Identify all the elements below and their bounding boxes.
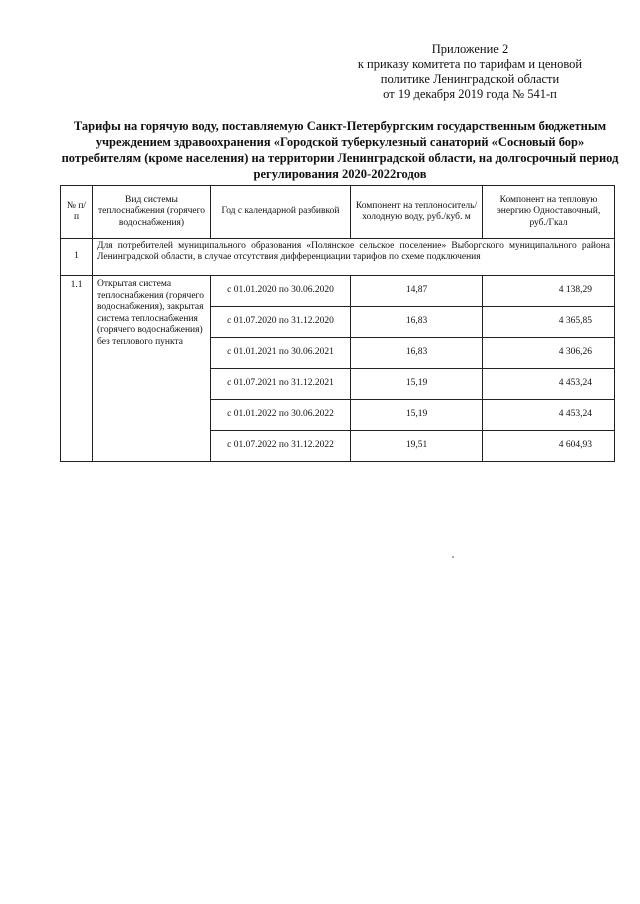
- row-period: с 01.01.2021 по 30.06.2021: [211, 338, 351, 369]
- row-energy-value: 4 453,24: [483, 400, 615, 431]
- row-num: 1.1: [61, 276, 93, 462]
- row-carrier-value: 14,87: [351, 276, 483, 307]
- row-period: с 01.07.2022 по 31.12.2022: [211, 431, 351, 462]
- document-title: Тарифы на горячую воду, поставляемую Санкт-Петербургским государственным бюджетным учреждением здравоохранения «Городской туберкулезный санаторий «Сосновый бор» потребителям (кроме населения) на территории Ленинградской области, на долгосрочный период регулирования 2020-2022годов: [61, 119, 619, 181]
- row-carrier-value: 19,51: [351, 431, 483, 462]
- appendix-block: [330, 42, 610, 102]
- header-system: Вид системы теплоснабжения (горячего водоснабжения): [93, 186, 211, 239]
- appendix-line-2: к приказу комитета по тарифам и ценовой: [357, 57, 583, 71]
- row-period: с 01.01.2022 по 30.06.2022: [211, 400, 351, 431]
- header-num: № п/п: [61, 186, 93, 239]
- header-energy: Компонент на тепловую энергию Одноставочный, руб./Гкал: [483, 186, 615, 239]
- row-energy-value: 4 138,29: [483, 276, 615, 307]
- header-period: Год с календарной разбивкой: [211, 186, 351, 239]
- appendix-line-3: политике Ленинградской области: [380, 72, 560, 86]
- row-energy-value: 4 453,24: [483, 369, 615, 400]
- row-system-type: Открытая система теплоснабжения (горячего водоснабжения), закрытая система теплоснабжения (горячего водоснабжения) без теплового пункта: [93, 276, 211, 462]
- row-energy-value: 4 604,93: [483, 431, 615, 462]
- row-carrier-value: 15,19: [351, 400, 483, 431]
- row-carrier-value: 15,19: [351, 369, 483, 400]
- appendix-line-4: от 19 декабря 2019 года № 541-п: [383, 87, 557, 101]
- row-carrier-value: 16,83: [351, 338, 483, 369]
- appendix-line-1: Приложение 2: [431, 42, 509, 56]
- row-period: с 01.07.2020 по 31.12.2020: [211, 307, 351, 338]
- row-energy-value: 4 306,26: [483, 338, 615, 369]
- group-num: 1: [61, 239, 93, 276]
- scan-speck: [452, 556, 454, 558]
- table-header-row: [61, 186, 615, 239]
- row-period: с 01.07.2021 по 31.12.2021: [211, 369, 351, 400]
- tariff-table: [60, 185, 615, 462]
- table-row: [61, 276, 615, 307]
- group-description: Для потребителей муниципального образования «Полянское сельское поселение» Выборгского муниципального района Ленинградской области, в случае отсутствия дифференциации тарифов по схеме подключения: [93, 239, 615, 276]
- header-carrier: Компонент на теплоноситель/холодную воду, руб./куб. м: [351, 186, 483, 239]
- row-period: с 01.01.2020 по 30.06.2020: [211, 276, 351, 307]
- group-row: [61, 239, 615, 276]
- row-energy-value: 4 365,85: [483, 307, 615, 338]
- row-carrier-value: 16,83: [351, 307, 483, 338]
